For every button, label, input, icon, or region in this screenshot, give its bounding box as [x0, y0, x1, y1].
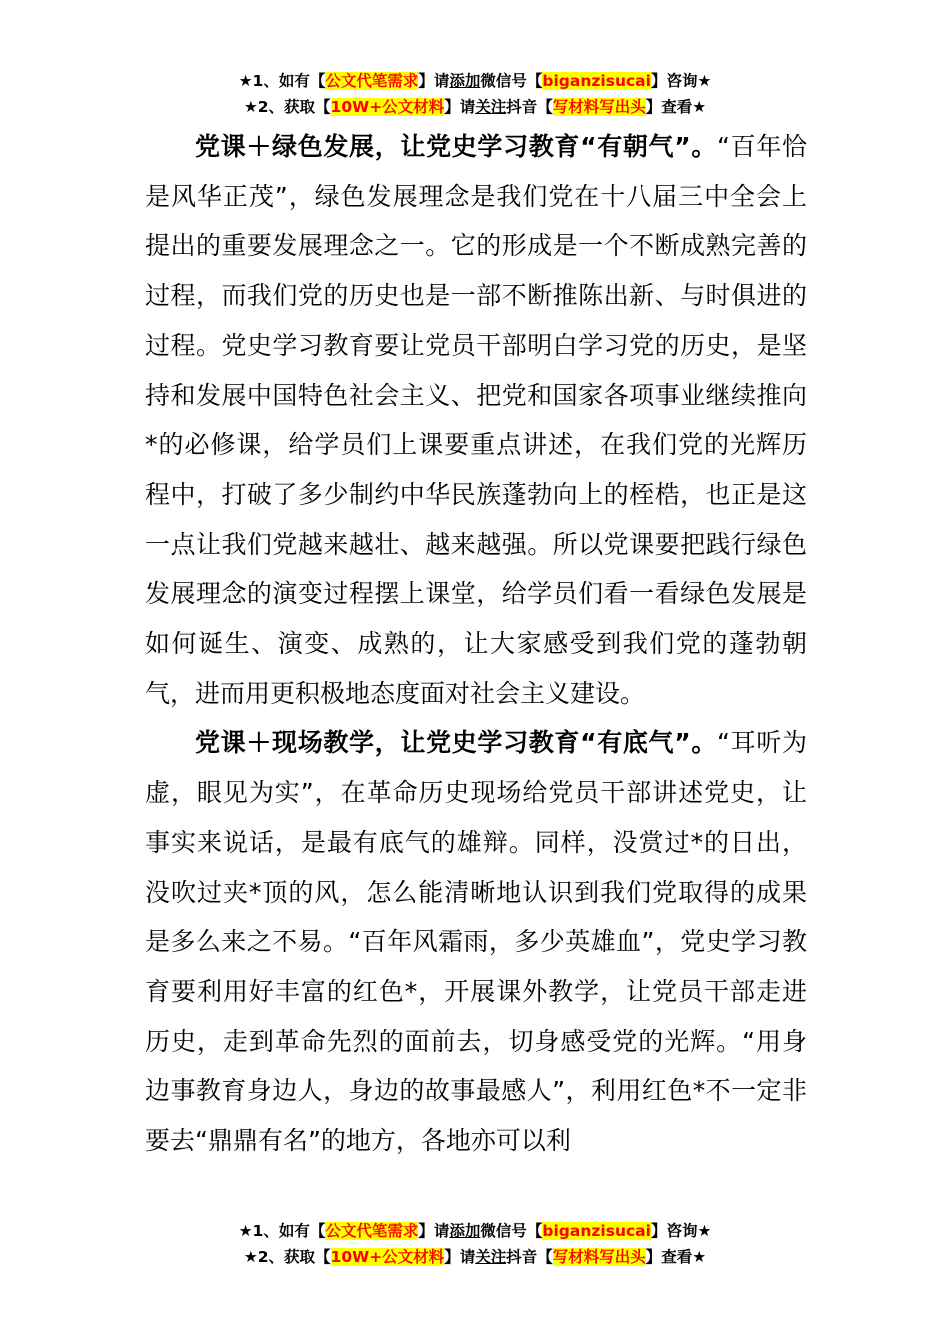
paragraph: [145, 122, 807, 718]
footer-banner: [0, 1218, 950, 1270]
banner-highlight: 10W+公文材料: [330, 98, 445, 116]
banner-text: ★1、如有【: [238, 72, 326, 90]
banner-text: 】查看★: [645, 98, 707, 116]
banner-underline: 关注: [475, 1248, 507, 1266]
banner-highlight: 10W+公文材料: [330, 1248, 445, 1266]
banner-text: 微信号【: [480, 1222, 543, 1240]
banner-highlight: biganzisucai: [542, 1222, 651, 1240]
banner-text: 】请: [418, 1222, 450, 1240]
paragraph-body: “百年恰是风华正茂”，绿色发展理念是我们党在十八届三中全会上提出的重要发展理念之一。它的形成是一个不断成熟完善的过程，而我们党的历史也是一部不断推陈出新、与时俱进的过程。党史学习教育要让党员干部明白学习党的历史，是坚持和发展中国特色社会主义、把党和国家各项事业继续推向*的必修课，给学员们上课要重点讲述，在我们党的光辉历程中，打破了多少制约中华民族蓬勃向上的桎梏，也正是这一点让我们党越来越壮、越来越强。所以党课要把践行绿色发展理念的演变过程摆上课堂，给学员们看一看绿色发展是如何诞生、演变、成熟的，让大家感受到我们党的蓬勃朝气，进而用更积极地态度面对社会主义建设。: [145, 132, 807, 708]
banner-text: ★1、如有【: [238, 1222, 326, 1240]
banner-text: 微信号【: [480, 72, 543, 90]
banner-underline: 关注: [475, 98, 507, 116]
banner-text: 】请: [444, 98, 476, 116]
banner-underline: 添加: [449, 1222, 481, 1240]
banner-text: 】咨询★: [650, 72, 712, 90]
header-banner: [0, 68, 950, 120]
banner-text: 】咨询★: [650, 1222, 712, 1240]
banner-highlight: biganzisucai: [542, 72, 651, 90]
banner-highlight: 写材料写出头: [552, 1248, 646, 1266]
banner-text: 抖音【: [506, 1248, 553, 1266]
document-body: [145, 122, 807, 1166]
banner-underline: 添加: [449, 72, 481, 90]
banner-text: 抖音【: [506, 98, 553, 116]
banner-line-1: [0, 68, 950, 94]
paragraph-lead: 党课＋绿色发展，让党史学习教育“有朝气”。: [195, 132, 718, 161]
banner-text: ★2、获取【: [243, 1248, 331, 1266]
banner-text: 】请: [444, 1248, 476, 1266]
banner-highlight: 写材料写出头: [552, 98, 646, 116]
banner-line-1: [0, 1218, 950, 1244]
paragraph-lead: 党课＋现场教学，让党史学习教育“有底气”。: [195, 728, 718, 758]
paragraph: [145, 718, 807, 1165]
banner-text: 】请: [418, 72, 450, 90]
banner-text: ★2、获取【: [243, 98, 331, 116]
paragraph-body: “耳听为虚，眼见为实”，在革命历史现场给党员干部讲述党史，让事实来说话，是最有底气的雄辩。同样，没赏过*的日出，没吹过夹*顶的风，怎么能清晰地认识到我们党取得的成果是多么来之不易。“百年风霜雨，多少英雄血”，党史学习教育要利用好丰富的红色*，开展课外教学，让党员干部走进历史，走到革命先烈的面前去，切身感受党的光辉。“用身边事教育身边人，身边的故事最感人”，利用红色*不一定非要去“鼎鼎有名”的地方，各地亦可以利: [145, 728, 807, 1156]
banner-line-2: [0, 1244, 950, 1270]
banner-highlight: 公文代笔需求: [325, 1222, 419, 1240]
banner-line-2: [0, 94, 950, 120]
banner-highlight: 公文代笔需求: [325, 72, 419, 90]
banner-text: 】查看★: [645, 1248, 707, 1266]
